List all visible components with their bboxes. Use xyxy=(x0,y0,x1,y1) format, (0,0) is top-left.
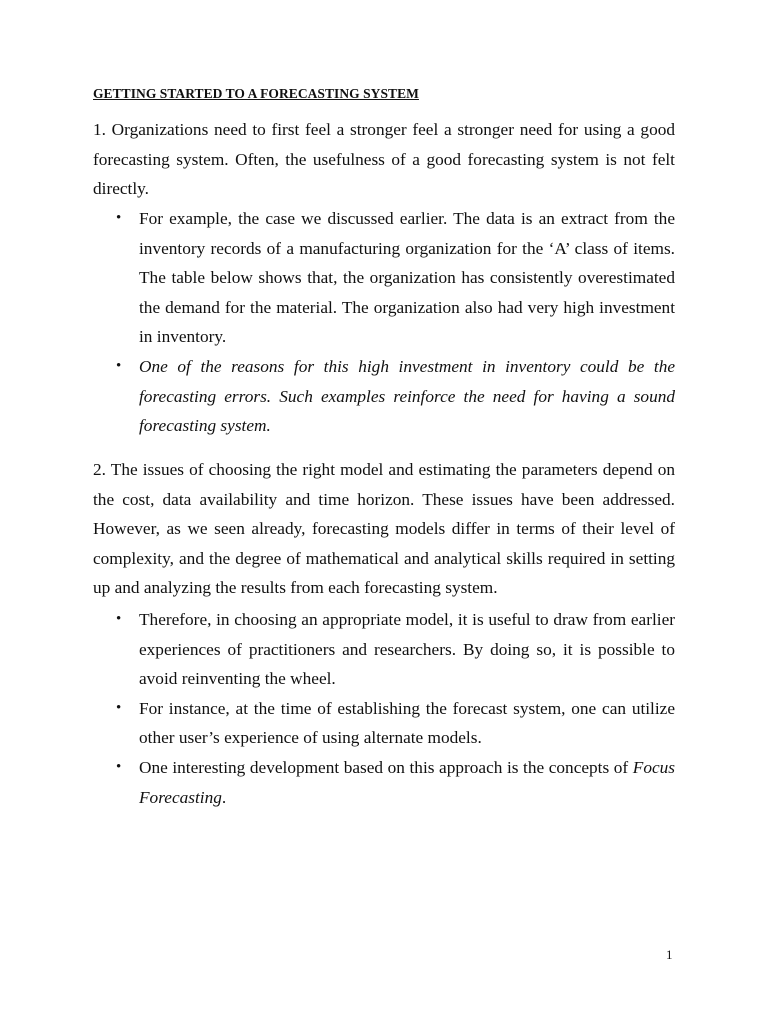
page-number: 1 xyxy=(666,947,673,962)
bullet-text-emphasis: the inventory records of a manufacturing organization for the ‘A’ class of xyxy=(139,209,675,258)
bullet-text-emphasis: utilize other user’s experience of using alternate models xyxy=(139,698,675,748)
bullet-text: . xyxy=(221,787,227,807)
bullet-item xyxy=(116,352,675,441)
bullet-text: For instance, at the time of establishing the forecast system, one can xyxy=(139,698,632,718)
bullet-list-1 xyxy=(116,204,675,441)
bullet-list-2 xyxy=(116,605,675,812)
bullet-item xyxy=(116,694,675,753)
bullet-item xyxy=(116,204,675,352)
bullet-text: Therefore, in choosing an appropriate model, it is useful to draw from earlier experiences of practitioners and researchers. By doing so, it is possible to avoid reinventing the wheel. xyxy=(139,610,675,689)
bullet-text: For example, the case we discussed earlier. The data is an extract from xyxy=(139,209,654,228)
bullet-dot: • xyxy=(116,210,122,226)
bullet-dot: • xyxy=(116,357,122,374)
bullet-text: One interesting development based on this approach is the concepts of xyxy=(139,757,633,777)
bullet-dot: • xyxy=(116,758,122,775)
bullet-text: . xyxy=(477,728,482,748)
bullet-text: items. The table below shows that, the organization has consistently overestimated the demand for the material. The organization also had very high investment in inventory. xyxy=(139,238,675,347)
document-heading: GETTING STARTED TO A FORECASTING SYSTEM xyxy=(93,86,419,101)
bullet-text-italic: One of the reasons for this high investment in inventory could be the forecasting errors. Such examples reinforce the need for having a sound forecasting system. xyxy=(139,356,675,436)
bullet-item xyxy=(116,753,675,812)
bullet-item xyxy=(116,605,675,694)
paragraph-1: 1. Organizations need to first feel a stronger feel a stronger need for using a good forecasting system. Often, the usefulness of a good forecasting system is not felt directly. xyxy=(93,120,675,199)
bullet-text-italic: Focus Forecasting xyxy=(139,757,675,807)
bullet-dot: • xyxy=(116,699,122,716)
bullet-dot: • xyxy=(116,611,122,627)
paragraph-2: 2. The issues of choosing the right model and estimating the parameters depend on the cost, data availability and time horizon. These issues have been addressed. However, as we seen already, forecasting models differ in terms of their level of complexity, and the degree of mathematical and analytical skills required in setting up and analyzing the results from each forecasting system. xyxy=(93,460,675,598)
